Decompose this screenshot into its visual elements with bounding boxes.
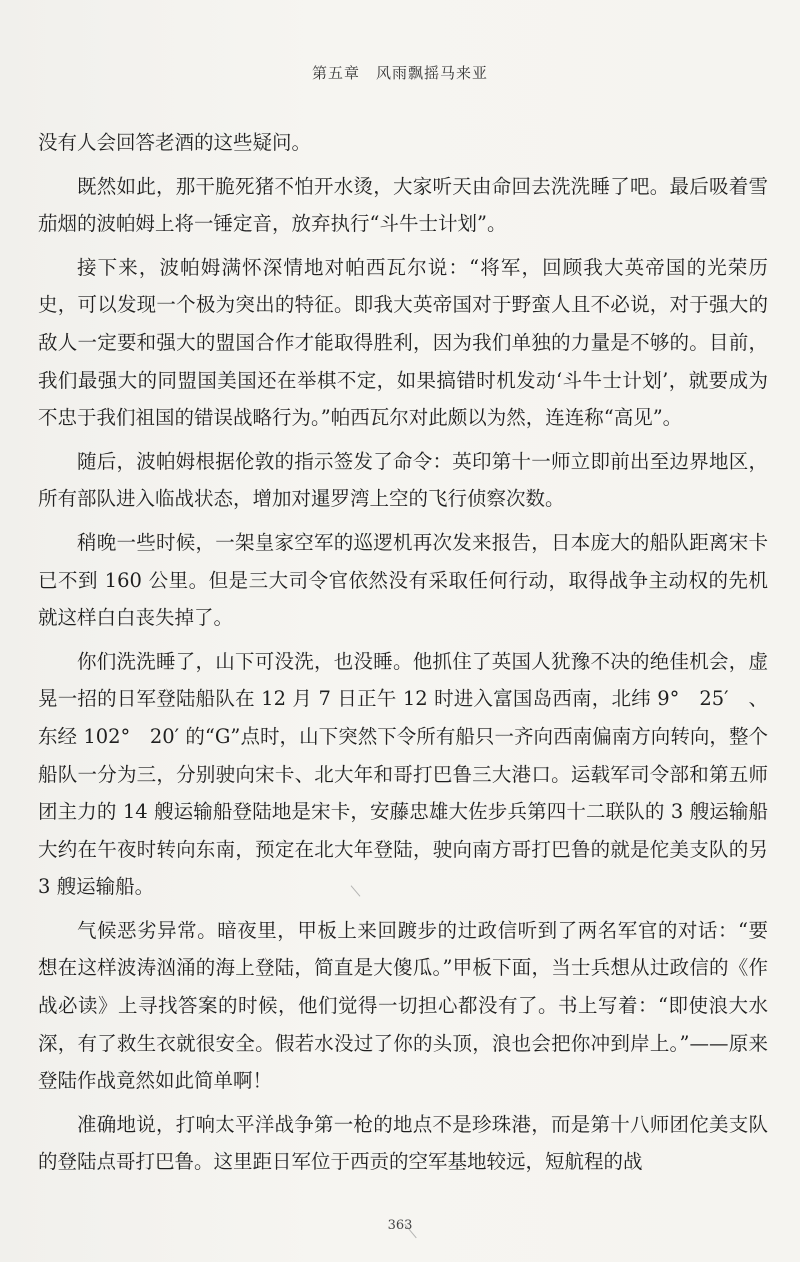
paragraph-3: 接下来，波帕姆满怀深情地对帕西瓦尔说：“将军，回顾我大英帝国的光荣历史，可以发现一个极为突出的特征。即我大英帝国对于野蛮人且不必说，对于强大的敌人一定要和强大的盟国合作才能取得胜利，因为我们单独的力量是不够的。目前，我们最强大的同盟国美国还在举棋不定，如果搞错时机发动‘斗牛士计划’，就要成为不忠于我们祖国的错误战略行为。”帕西瓦尔对此颇以为然，连连称“高见”。 [38,255,768,430]
paragraph-5: 稍晚一些时候，一架皇家空军的巡逻机再次发来报告，日本庞大的船队距离宋卡已不到 160 公里。但是三大司令官依然没有采取任何行动，取得战争主动权的先机就这样白白丧失掉了。 [38,530,768,630]
paragraph-4: 随后，波帕姆根据伦敦的指示签发了命令：英印第十一师立即前出至边界地区，所有部队进入临战状态，增加对暹罗湾上空的飞行侦察次数。 [38,449,768,511]
paragraph-8: 准确地说，打响太平洋战争第一枪的地点不是珍珠港，而是第十八师团佗美支队的登陆点哥打巴鲁。这里距日军位于西贡的空军基地较远，短航程的战 [38,1112,768,1174]
running-head: 第五章 风雨飘摇马来亚 [311,64,488,82]
page-number: 363 [387,1218,413,1233]
paragraph-2: 既然如此，那干脆死猪不怕开水烫，大家听天由命回去洗洗睡了吧。最后吸着雪茄烟的波帕姆上将一锤定音，放弃执行“斗牛士计划”。 [38,174,768,236]
paragraph-6: 你们洗洗睡了，山下可没洗，也没睡。他抓住了英国人犹豫不决的绝佳机会，虚晃一招的日军登陆船队在 12 月 7 日正午 12 时进入富国岛西南，北纬 9° 25′ 、东经 102° 20′ 的“G”点时，山下突然下令所有船只一齐向西南偏南方向转向，整个船队一分为三，分别驶向宋卡、北大年和哥打巴鲁三大港口。运载军司令部和第五师团主力的 14 艘运输船登陆地是宋卡，安藤忠雄大佐步兵第四十二联队的 3 艘运输船大约在午夜时转向东南，预定在北大年登陆，驶向南方哥打巴鲁的就是佗美支队的另 3 艘运输船。 [38,649,768,899]
paragraph-7: 气候恶劣异常。暗夜里，甲板上来回踱步的辻政信听到了两名军官的对话：“要想在这样波涛汹涌的海上登陆，简直是大傻瓜。”甲板下面，当士兵想从辻政信的《作战必读》上寻找答案的时候，他们觉得一切担心都没有了。书上写着：“即使浪大水深，有了救生衣就很安全。假若水没过了你的头顶，浪也会把你冲到岸上。”——原来登陆作战竟然如此简单啊！ [38,918,768,1093]
body-text [38,124,768,1187]
paragraph-1: 没有人会回答老酒的这些疑问。 [38,131,312,154]
